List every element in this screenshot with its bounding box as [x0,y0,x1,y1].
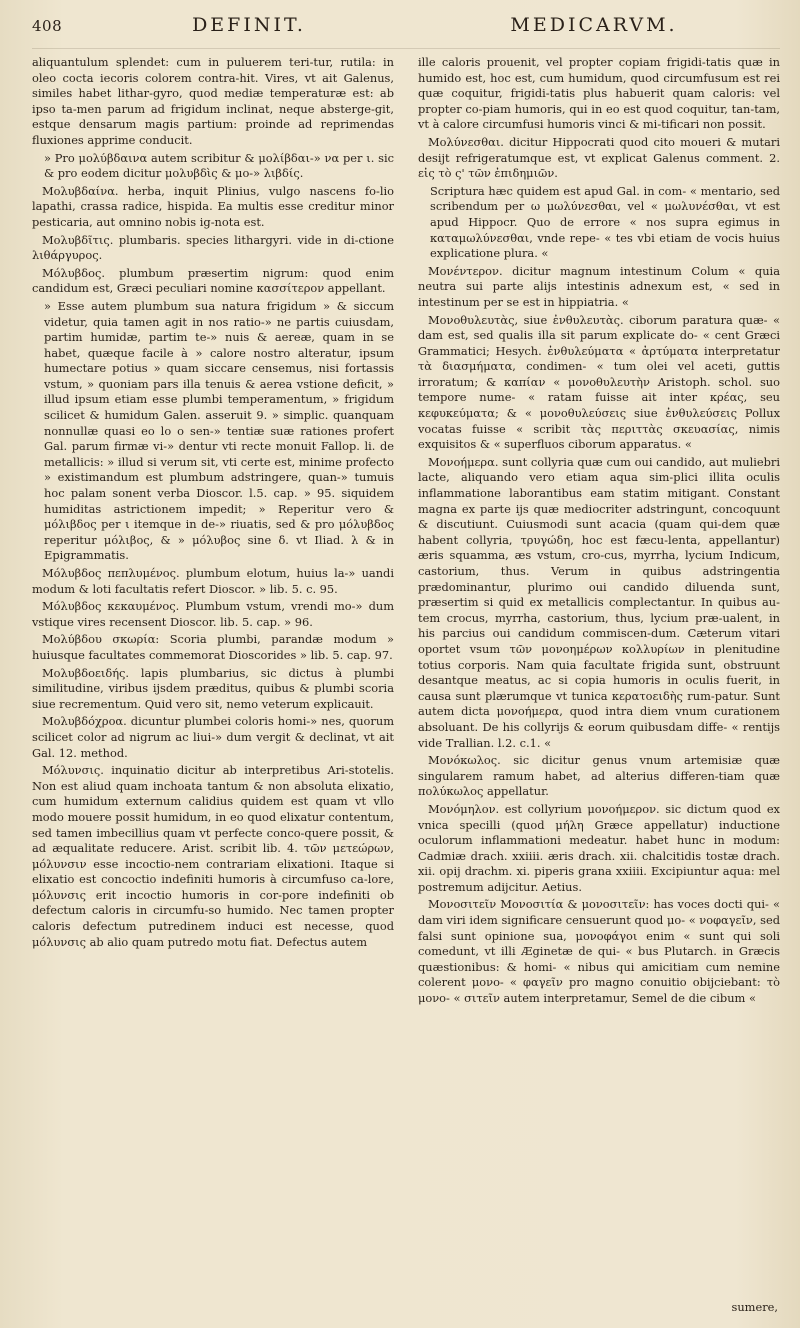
dictionary-entry: Μολυβδαίνα. herba, inquit Plinius, vulgo nascens fo-lio lapathi, crassa radice, hispida. Ea multis esse creditur minor pesticaria, aut omnino nobis ig-nota est. [32,183,394,229]
dictionary-entry: Μόλυβδος κεκαυμένος. Plumbum vstum, vrendi mo-» dum vstique vires recensent Dioscor. lib. 5. cap. » 96. [32,599,394,629]
catchword: sumere, [731,1300,778,1314]
dictionary-entry: Μονοθυλευτὰς, siue ἐνθυλευτὰς. ciborum paratura quæ- « dam est, sed qualis illa sit parum explicate do- « cent Græci Grammatici; Hesych. ἐνθυλεύματα « ἀρτύματα interpretatur τὰ διασμήματα, condimen- « tum olei vel aceti, guttis irroratum; & καπίαν « μονοθυλευτὴν Aristoph. schol. suo tempore nume- « ratam fuisse ait inter κρέας, seu κεφυκεύματα; & « μονοθυλεύσεις siue ἐνθυλεύσεις Pollux vocatas fuisse « scribit τὰς περιττὰς σκευασίας, nimis exquisitos & « superfluos ciborum apparatus. « [418,312,780,452]
dictionary-entry: Μολύβδου σκωρία: Scoria plumbi, parandæ modum » huiusque facultates commemorat Dioscorides » lib. 5. cap. 97. [32,632,394,662]
dictionary-entry: Μόλυβδος. plumbum præsertim nigrum: quod enim candidum est, Græci peculiari nomine κασσίτερον appellant. [32,265,394,296]
dictionary-entry: Μολυβδῖτις. plumbaris. species lithargyri. vide in di-ctione λιθάργυρος. [32,232,394,263]
dictionary-entry: Μονοσιτεῖν Μονοσιτία & μονοσιτεῖν: has voces docti qui- « dam viri idem significare censuerunt quod μο- « νοφαγεῖν, sed falsi sunt opinione sua, μονοφάγοι enim « sunt qui soli comedunt, vt illi Æginetæ de qui- « bus Plutarch. in Græcis quæstionibus: & homi- « nibus qui amicitiam cum nemine colerent μονο- « φαγεῖν pro magno conuitio obijciebant: τὸ μονο- « σιτεῖν autem interpretamur, Semel de die cibum « [418,897,780,1006]
page-header [32,14,780,49]
dictionary-entry: Μόλυνσις. inquinatio dicitur ab interpretibus Ari-stotelis. Non est aliud quam inchoata tantum & non absoluta elixatio, cum humidum externum calidius quidem est quam vt vllo modo mouere possit humidum, in eo quod elixatur contentum, sed tamen imbecillius quam vt perfecte conco-quere possit, & ad æqualitate reducere. Arist. scribit lib. 4. τῶν μετεώρων, μόλυνσιν esse incoctio-nem contrariam elixationi. Itaque si elixatio est concoctio indefiniti humoris à circumfuso ca-lore, μόλυνσις erit incoctio humoris in cor-pore indefiniti ob defectum caloris in circumfu-so humido. Nec tamen propter caloris defectum putredinem induci est necesse, quod μόλυνσις ab alio quam putredo motu fiat. Defectus autem [32,763,394,949]
text-columns [32,55,780,1009]
dictionary-entry: » Pro μολύβδαινα autem scribitur & μολίβδαι-» να per ι. sic & pro eodem dicitur μολυβδὶς & μο-» λιβδίς. [44,150,394,181]
dictionary-entry: ille caloris prouenit, vel propter copiam frigidi-tatis quæ in humido est, hoc est, cum humidum, quod circumfusum est rei quæ coquitur, frigidi-tatis plus habuerit quam caloris: vel propter co-piam humoris, qui in eo est quod coquitur, tan-tam, vt à calore circumfusi humoris vinci & mi-tificari non possit. [418,55,780,132]
dictionary-entry: Μονόκωλος. sic dicitur genus vnum artemisiæ quæ singularem ramum habet, ad alterius differen-tiam quæ πολύκωλος appellatur. [418,753,780,799]
dictionary-entry: Μολύνεσθαι. dicitur Hippocrati quod cito moueri & mutari desijt refrigeratumque est, vt explicat Galenus comment. 2. εἰς τὸ ς' τῶν ἐπιδημιῶν. [418,134,780,181]
dictionary-entry: Μολυβδόχροα. dicuntur plumbei coloris homi-» nes, quorum scilicet color ad nigrum ac liui-» dum vergit & declinat, vt ait Gal. 12. method. [32,714,394,760]
dictionary-entry: Μολυβδοειδής. lapis plumbarius, sic dictus à plumbi similitudine, viribus ijsdem præditus, quibus & plumbi scoria siue recrementum. Quid vero sit, nemo veterum explicauit. [32,665,394,711]
dictionary-entry: Μονόμηλον. est collyrium μονοήμερον. sic dictum quod ex vnica specilli (quod μήλη Græce appellatur) inductione oculorum inflammationi medeatur. habet hunc in modum: Cadmiæ drach. xxiiii. æris drach. xii. chalcitidis tostæ drach. xii. opij drachm. xi. piperis grana xxiiii. Excipiuntur aqua: mel postremum adijcitur. Aetius. [418,801,780,894]
dictionary-entry: » Esse autem plumbum sua natura frigidum » & siccum videtur, quia tamen agit in nos ratio-» ne partis cuiusdam, partim humidæ, partim te-» nuis & aereæ, quam in se habet, quæque facile à » calore nostro alteratur, ipsum humectare potius » quam siccare censemus, nisi fortassis vstum, » quoniam pars illa tenuis & aerea vstione deficit, » illud ipsum etiam esse plumbi temperamentum, » frigidum scilicet & humidum Galen. asseruit 9. » simplic. quanquam nonnullæ quasi eo lo o sen-» tentiæ suæ rationes profert Gal. parum firmæ vi-» dentur vti recte monuit Fallop. li. de metallicis: » illud si verum sit, vti certe est, minime profecto » existimandum est plumbum adstringere, quan-» tumuis hoc palam sonent verba Dioscor. l.5. cap. » 95. siquidem humiditas astrictionem impedit; » Reperitur vero & μόλιβδος per ι itemque in de-» riuatis, sed & pro μόλυβδος reperitur μόλιβος, & » μόλυβος sine δ. vt Iliad. λ & in Epigrammatis. [44,298,394,563]
dictionary-entry: aliquantulum splendet: cum in puluerem teri-tur, rutila: in oleo cocta iecoris colorem contra-hit. Vires, vt ait Galenus, similes habet lithar-gyro, quod mediæ temperaturæ est: ab ipso ta-men parum ad frigidum inclinat, neque absterge-git, estque densarum magis partium: proinde ad reprimendas fluxiones apprime conducit. [32,55,394,147]
running-title-right: MEDICARVM. [510,14,678,36]
left-column [32,55,394,1009]
dictionary-entry: Scriptura hæc quidem est apud Gal. in com- « mentario, sed scribendum per ω μωλύνεσθαι, vel « μωλυνέσθαι, vt est apud Hippocr. Quo de errore « nos supra egimus in καταμωλύνεσθαι, vnde repe- « tes vbi etiam de vocis huius explicatione plura. « [430,183,780,261]
dictionary-entry: Μόλυβδος πεπλυμένος. plumbum elotum, huius la-» uandi modum & loti facultatis refert Dioscor. » lib. 5. c. 95. [32,566,394,596]
dictionary-entry: Μονοήμερα. sunt collyria quæ cum oui candido, aut muliebri lacte, aliquando vero etiam aqua sim-plici illita oculis inflammatione laborantibus eam statim mitigant. Constant magna ex parte ijs quæ mediocriter adstringunt, concoquunt & discutiunt. Cuiusmodi sunt acacia (quam qui-dem quæ habent collyria, τρυγώδη, hoc est fæcu-lenta, appellantur) æris squamma, æs vstum, cro-cus, myrrha, lycium Indicum, castorium, thus. Verum in quibus adstringentia prædominantur, plurimo oui candido diluenda sunt, præsertim si quid ex metallicis complectantur. In quibus au-tem crocus, myrrha, castorium, thus, lycium præ-ualent, in his parcius oui candidum commiscen-dum. Cæterum vitari oportet vsum τῶν μονοημέρων κολλυρίων in plenitudine totius corporis. Nam quia facultate frigida sunt, obstruunt desantque meatus, ac si copia humoris in oculis fuerit, in causa sunt plærumque vt tunica κερατοειδὴς rum-patur. Sunt autem dicta μονοήμερα, quod intra diem vnum curationem absoluant. De his collyrijs & eorum quibusdam diffe- « rentijs vide Trallian. l.2. c.1. « [418,454,780,750]
dictionary-entry: Μονέντερον. dicitur magnum intestinum Colum « quia neutra sui parte alijs intestinis adnexum est, « sed in intestinum per se est in hippiatria. « [418,263,780,309]
right-column [418,55,780,1009]
page-number: 408 [32,17,63,35]
running-title-left: DEFINIT. [192,14,306,36]
